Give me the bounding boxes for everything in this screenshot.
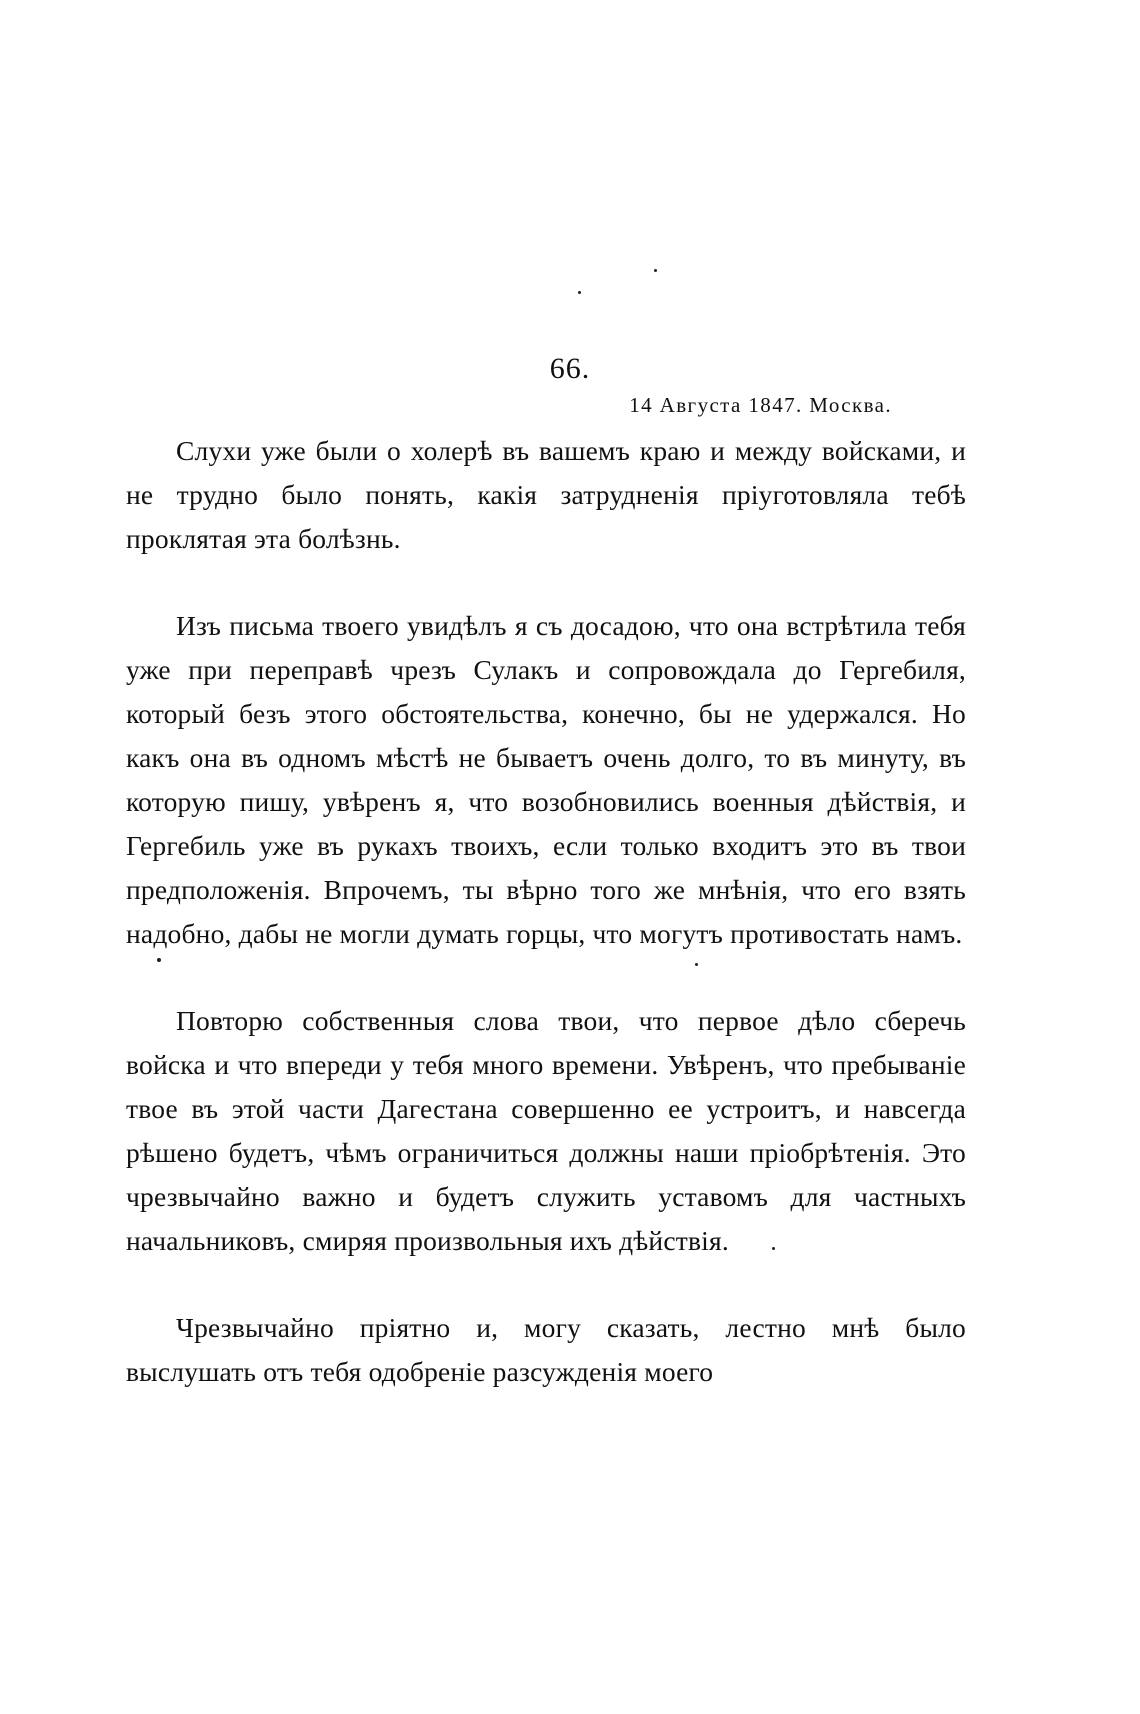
- paragraph: Изъ письма твоего увидѣлъ я съ досадою, что она встрѣтила тебя уже при переправѣ чрезъ Сулакъ и сопровождала до Гергебиля, который безъ этого обстоятельства, конечно, бы не удержался. Но какъ она въ одномъ мѣстѣ не бываетъ очень долго, то въ минуту, въ которую пишу, увѣренъ я, что возобновились военныя дѣйствія, и Гергебиль уже въ рукахъ твоихъ, если только входитъ это въ твои предположенія. Впрочемъ, ты вѣрно того же мнѣнія, что его взять надобно, дабы не могли думать горцы, что могутъ противостать намъ.: [126, 610, 966, 949]
- paragraph: Слухи уже были о холерѣ въ вашемъ краю и между войсками, и не трудно было понять, какія затрудненія пріуготовляла тебѣ проклятая эта болѣзнь.: [126, 435, 966, 554]
- paragraph: Чрезвычайно пріятно и, могу сказать, лестно мнѣ было выслушать отъ тебя одобреніе разсужденія моего: [126, 1312, 966, 1387]
- print-speck: [654, 269, 657, 272]
- letter-number: 66.: [549, 352, 591, 385]
- letter-dateline: 14 Августа 1847. Москва.: [629, 393, 892, 417]
- letter-body: [126, 429, 966, 1437]
- paragraph: Повторю собственныя слова твои, что первое дѣло сберечь войска и что впереди у тебя много времени. Увѣренъ, что пребываніе твое въ этой части Дагестана совершенно ее устроитъ, и навсегда рѣшено будетъ, чѣмъ ограничиться должны наши пріобрѣтенія. Это чрезвычайно важно и будетъ служить уставомъ для частныхъ начальниковъ, смиряя произвольныя ихъ дѣйствія.: [126, 1005, 966, 1256]
- print-speck: [578, 291, 581, 294]
